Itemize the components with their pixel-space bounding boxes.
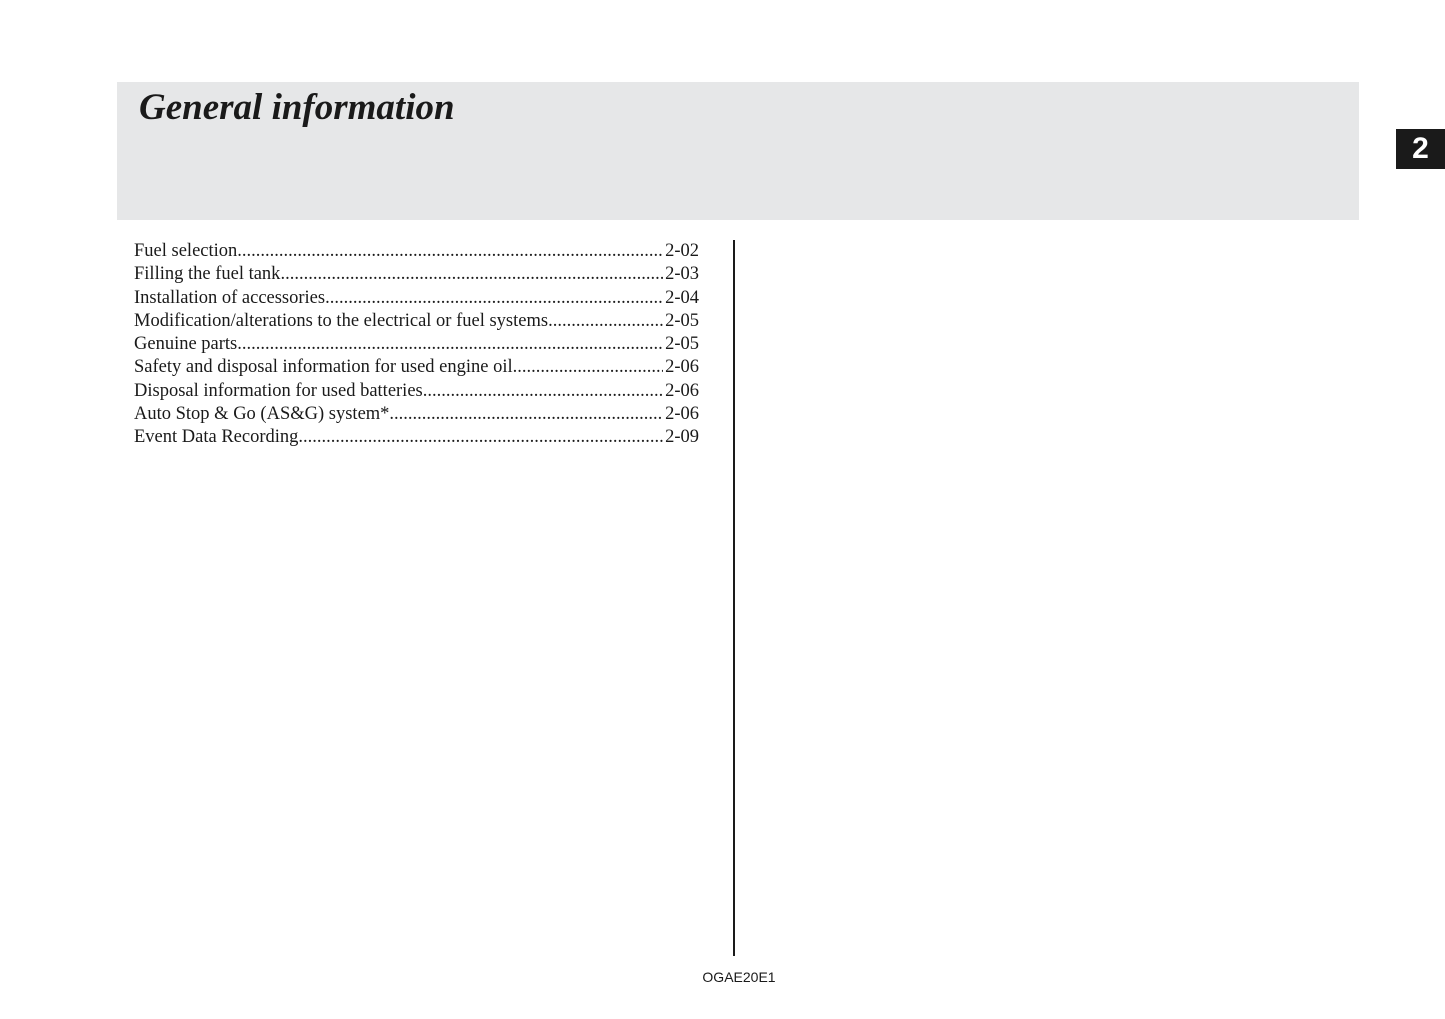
page-title: General information xyxy=(139,87,455,128)
toc-item-label: Safety and disposal information for used engine oil xyxy=(134,357,513,378)
column-divider xyxy=(733,240,735,956)
toc-item-label: Event Data Recording xyxy=(134,427,299,448)
toc-dot-leader xyxy=(280,263,663,286)
chapter-tab: 2 xyxy=(1396,129,1445,169)
toc-item-battery-disposal[interactable] xyxy=(134,380,699,403)
toc-item-page: 2-05 xyxy=(665,334,699,355)
toc-item-page: 2-09 xyxy=(665,427,699,448)
table-of-contents xyxy=(134,240,699,450)
document-code: OGAE20E1 xyxy=(702,969,776,985)
toc-dot-leader xyxy=(237,333,663,356)
toc-item-auto-stop-go[interactable] xyxy=(134,403,699,426)
toc-dot-leader xyxy=(237,240,663,263)
toc-dot-leader xyxy=(423,380,663,403)
toc-dot-leader xyxy=(298,426,663,449)
toc-item-page: 2-06 xyxy=(665,357,699,378)
toc-item-label: Disposal information for used batteries xyxy=(134,380,423,401)
toc-dot-leader xyxy=(548,310,663,333)
toc-item-label: Auto Stop & Go (AS&G) system* xyxy=(134,404,390,425)
toc-item-modification-alterations[interactable] xyxy=(134,310,699,333)
toc-item-label: Installation of accessories xyxy=(134,287,326,308)
toc-item-page: 2-04 xyxy=(665,287,699,308)
toc-item-page: 2-05 xyxy=(665,310,699,331)
toc-item-event-data-recording[interactable] xyxy=(134,426,699,449)
toc-item-label: Modification/alterations to the electrical or fuel systems xyxy=(134,310,549,331)
toc-item-label: Filling the fuel tank xyxy=(134,264,281,285)
toc-item-page: 2-02 xyxy=(665,241,699,261)
toc-item-genuine-parts[interactable] xyxy=(134,333,699,356)
toc-dot-leader xyxy=(513,356,663,379)
toc-item-page: 2-06 xyxy=(665,404,699,425)
toc-item-label: Fuel selection xyxy=(134,241,238,261)
toc-item-engine-oil-disposal[interactable] xyxy=(134,356,699,379)
toc-dot-leader xyxy=(389,403,663,426)
toc-item-page: 2-06 xyxy=(665,380,699,401)
toc-item-fuel-selection[interactable] xyxy=(134,240,699,263)
toc-item-installation-accessories[interactable] xyxy=(134,287,699,310)
toc-item-filling-fuel-tank[interactable] xyxy=(134,263,699,286)
toc-dot-leader xyxy=(325,287,663,310)
toc-item-label: Genuine parts xyxy=(134,334,238,355)
title-band xyxy=(117,82,1359,220)
toc-item-page: 2-03 xyxy=(665,264,699,285)
